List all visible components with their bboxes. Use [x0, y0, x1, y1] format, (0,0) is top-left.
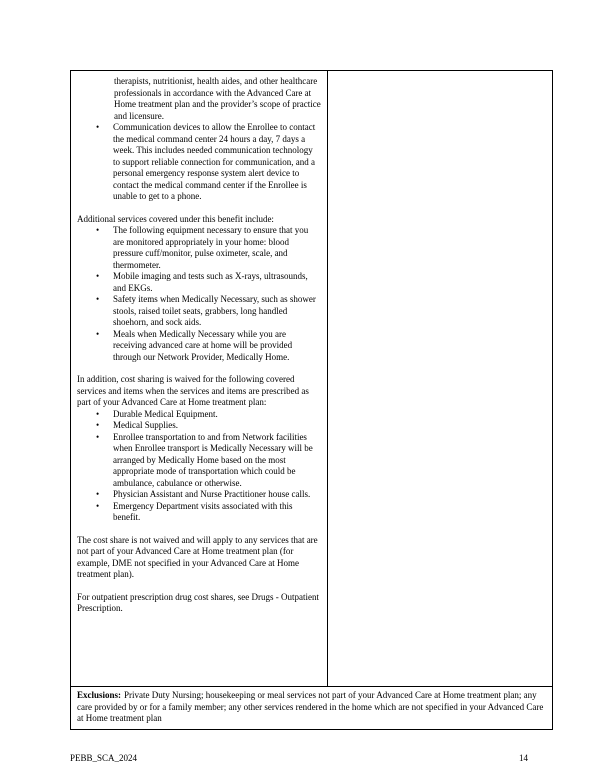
- list-item-text: The following equipment necessary to ensure that you are monitored appropriately in your home: blood pressure cuff/monitor, pulse oximeter, scale, and thermometer.: [113, 225, 309, 270]
- list-item-text: Enrollee transportation to and from Network facilities when Enrollee transport is Medically Necessary will be arranged by Medically Home based on the most appropriate mode of transportation which could be ambulance, cabulance or otherwise.: [113, 431, 313, 488]
- list-item-text: Physician Assistant and Nurse Practitioner house calls.: [113, 489, 311, 499]
- bullet-icon: •: [96, 500, 100, 511]
- list-item: [96, 501, 321, 524]
- list-item: [96, 329, 321, 364]
- bullet-icon: •: [96, 294, 100, 304]
- benefit-details-cell: [71, 71, 328, 686]
- list-item-text: Emergency Department visits associated with this benefit.: [113, 500, 293, 522]
- list-item: [96, 420, 321, 432]
- list-item-text: Durable Medical Equipment.: [113, 408, 218, 419]
- continuation-paragraph: therapists, nutritionist, health aides, and other healthcare professionals in accordance with the Advanced Care at Home treatment plan and the provider’s scope of practice and licensure.: [114, 76, 321, 121]
- list-item-text: Medical Supplies.: [113, 420, 178, 430]
- list-item-text: Mobile imaging and tests such as X-rays, ultrasounds, and EKGs.: [113, 271, 308, 293]
- list-item: [96, 409, 321, 421]
- footer-page-number: 14: [519, 753, 528, 763]
- list-item-text: Safety items when Medically Necessary, such as shower stools, raised toilet seats, grabbers, long handled shoehorn, and sock aids.: [113, 294, 316, 327]
- exclusions-text: Private Duty Nursing; housekeeping or meal services not part of your Advanced Care at Home treatment plan; any care provided by or for a family member; any other services rendered in the home which are not specified in your Advanced Care at Home treatment plan: [77, 690, 544, 723]
- bullet-icon: •: [96, 122, 100, 132]
- bullet-icon: •: [96, 431, 100, 442]
- bullet-icon: •: [96, 420, 100, 430]
- table-body-row: [71, 71, 552, 686]
- exclusions-row: [71, 686, 552, 729]
- bullet-icon: •: [96, 328, 100, 339]
- benefit-table: [70, 70, 553, 730]
- list-item-text: Communication devices to allow the Enrollee to contact the medical command center 24 hours a day, 7 days a week. This includes needed communication technology to support reliable connection for communication, and a personal emergency response system alert device to contact the medical command center if the Enrollee is unable to get to a phone.: [113, 122, 316, 201]
- exclusions-label: Exclusions:: [77, 690, 122, 700]
- empty-cost-share-cell: [328, 71, 552, 686]
- bullet-icon: •: [96, 489, 100, 499]
- list-item-text: Meals when Medically Necessary while you are receiving advanced care at home will be provided through our Network Provider, Medically Home.: [113, 328, 293, 362]
- bullet-icon: •: [96, 271, 100, 281]
- list-item: [96, 122, 321, 203]
- list-item: [96, 294, 321, 329]
- cost-share-not-waived-paragraph: The cost share is not waived and will apply to any services that are not part of your Advanced Care at Home treatment plan (for example, DME not specified in your Advanced Care at Home treatment plan).: [77, 534, 318, 579]
- list-item: [96, 432, 321, 490]
- additional-services-heading: Additional services covered under this benefit include:: [77, 213, 274, 224]
- bullet-icon: •: [96, 225, 100, 235]
- list-item: [96, 225, 321, 271]
- outpatient-prescription-paragraph: For outpatient prescription drug cost shares, see Drugs - Outpatient Prescription.: [77, 591, 319, 613]
- list-item: [96, 489, 321, 501]
- bullet-icon: •: [96, 408, 100, 419]
- cost-sharing-waived-paragraph: In addition, cost sharing is waived for the following covered services and items when the services and items are prescribed as part of your Advanced Care at Home treatment plan:: [77, 374, 309, 407]
- footer-document-id: PEBB_SCA_2024: [70, 753, 138, 763]
- list-item: [96, 271, 321, 294]
- page-footer: [70, 753, 528, 763]
